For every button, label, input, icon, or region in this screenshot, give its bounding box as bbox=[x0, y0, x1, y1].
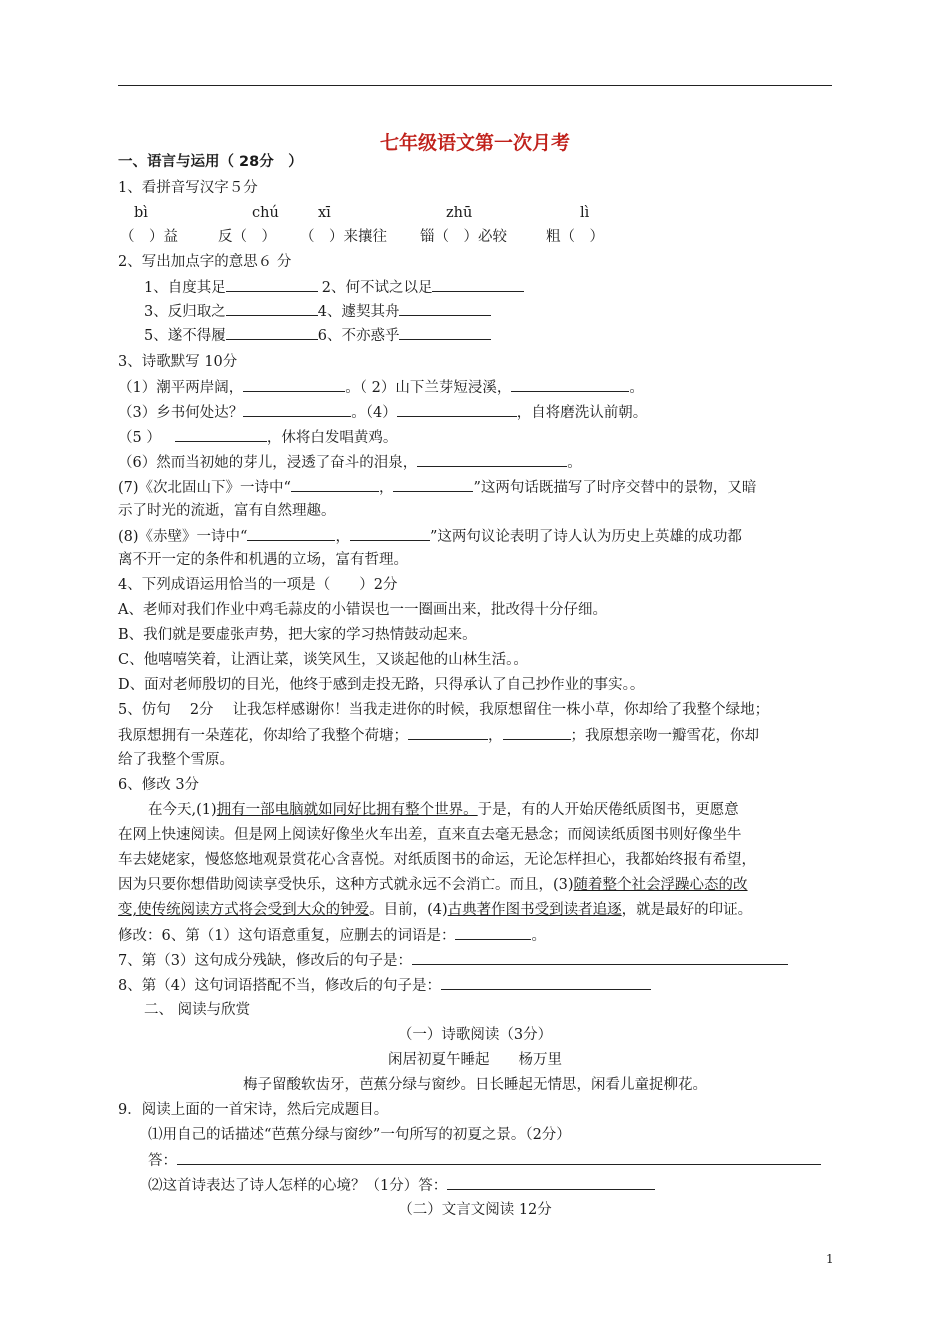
char-item: 反（ ） bbox=[218, 229, 276, 245]
answer-blank[interactable] bbox=[350, 526, 430, 541]
q7-text: 7、第（3）这句成分残缺，修改后的句子是： bbox=[118, 953, 412, 969]
question-1: 1、看拼音写汉字５分 bbox=[118, 180, 258, 196]
answer-blank[interactable] bbox=[226, 277, 318, 292]
q3-text: （1）潮平两岸阔， bbox=[118, 380, 244, 396]
header-rule bbox=[118, 85, 832, 86]
answer-blank[interactable] bbox=[511, 377, 629, 392]
question-7 bbox=[118, 950, 788, 971]
underlined-sentence: 变,使传统阅读方式将会受到大众的钟爱 bbox=[118, 902, 370, 918]
passage-line-3: 车去姥姥家，慢悠悠地观景赏花心含喜悦。对纸质图书的命运，无论怎样担心，我都始终报有希望， bbox=[118, 852, 756, 868]
pinyin: xī bbox=[318, 205, 331, 221]
q5-line-2 bbox=[118, 725, 759, 746]
section-1-heading: 一、语言与运用（ 28分 ） bbox=[118, 154, 303, 170]
answer-blank[interactable] bbox=[393, 477, 473, 492]
answer-blank[interactable] bbox=[247, 526, 335, 541]
passage-line-4 bbox=[118, 875, 748, 895]
q9-1-answer bbox=[148, 1150, 821, 1171]
char-item: （ ）来攘往 bbox=[300, 229, 387, 245]
q3-line-6 bbox=[118, 526, 742, 547]
q2-row-3 bbox=[144, 325, 491, 346]
char-item: （ ）益 bbox=[120, 229, 178, 245]
char-item: 粗（ ） bbox=[546, 229, 604, 245]
q3-text: ，休将白发唱黄鸡。 bbox=[266, 430, 398, 446]
q6-fix bbox=[118, 925, 546, 946]
q3-line-6b: 离不开一定的条件和机遇的立场，富有哲理。 bbox=[118, 552, 408, 568]
q3-text: (7)《次北固山下》一诗中“ bbox=[118, 480, 291, 496]
answer-blank[interactable] bbox=[399, 301, 491, 316]
question-6: 6、修改 3分 bbox=[118, 777, 200, 793]
question-3: 3、诗歌默写 10分 bbox=[118, 354, 238, 370]
q3-text: ”这两句议论表明了诗人认为历史上英雄的成功都 bbox=[429, 529, 742, 545]
answer-blank[interactable] bbox=[226, 301, 318, 316]
q4-option-d: D、面对老师殷切的目光，他终于感到走投无路，只得承认了自己抄作业的事实。。 bbox=[118, 677, 645, 693]
question-9-2 bbox=[148, 1175, 655, 1196]
q3-line-2 bbox=[118, 402, 647, 423]
q3-line-3 bbox=[118, 427, 397, 448]
passage-line-2: 在网上快速阅读。但是网上阅读好像坐火车出差，直来直去毫无悬念；而阅读纸质图书则好像坐牛 bbox=[118, 827, 742, 843]
q2-item: 6、不亦惑乎 bbox=[317, 328, 400, 344]
answer-blank[interactable] bbox=[177, 1150, 821, 1165]
q3-line-4 bbox=[118, 452, 582, 473]
passage-text: ，就是最好的印证。 bbox=[621, 902, 753, 918]
answer-blank[interactable] bbox=[291, 477, 379, 492]
q4-option-b: B、我们就是要虚张声势，把大家的学习热情鼓动起来。 bbox=[118, 627, 477, 643]
q3-text: ”这两句话既描写了时序交替中的景物，又暗 bbox=[473, 480, 757, 496]
q3-line-5 bbox=[118, 477, 756, 498]
question-2: 2、写出加点字的意思６ 分 bbox=[118, 254, 292, 270]
q3-text: 。 bbox=[629, 380, 644, 396]
page-title: 七年级语文第一次月考 bbox=[379, 132, 570, 154]
answer-blank[interactable] bbox=[455, 925, 531, 940]
q3-text: 。 bbox=[567, 455, 582, 471]
q9-text: ⑵这首诗表达了诗人怎样的心境？（1分）答： bbox=[148, 1178, 448, 1194]
underlined-sentence: 拥有一部电脑就如同好比拥有整个世界。 bbox=[216, 802, 478, 818]
answer-blank[interactable] bbox=[397, 402, 517, 417]
page-number: 1 bbox=[826, 1252, 834, 1266]
q2-item: 5、遂不得履 bbox=[144, 328, 226, 344]
subsection-poetry: （一）诗歌阅读（3分） bbox=[397, 1027, 553, 1043]
q3-text: 。（ 2）山下兰芽短浸溪， bbox=[345, 380, 512, 396]
q5-line-3: 给了我整个雪原。 bbox=[118, 752, 234, 768]
question-9-1: ⑴用自己的话描述“芭蕉分绿与窗纱”一句所写的初夏之景。（2分） bbox=[148, 1127, 571, 1143]
question-5: 5、仿句 2分 让我怎样感谢你！当我走进你的时候，我原想留住一株小草，你却给了我整个绿地； bbox=[118, 702, 770, 718]
pinyin: lì bbox=[580, 205, 590, 221]
pinyin: bì bbox=[134, 205, 148, 221]
passage-text: 于是，有的人开始厌倦纸质图书，更愿意 bbox=[477, 802, 739, 818]
q3-text: (8)《赤壁》一诗中“ bbox=[118, 529, 248, 545]
q3-text: 。（4） bbox=[351, 405, 397, 421]
q2-item: 4、遽契其舟 bbox=[317, 304, 400, 320]
q3-text: ，自将磨洗认前朝。 bbox=[516, 405, 648, 421]
passage-text: 因为只要你想借助阅读享受快乐，这种方式就永远不会消亡。而且，(3) bbox=[118, 877, 574, 893]
answer-blank[interactable] bbox=[243, 402, 351, 417]
q5-text: ， bbox=[488, 728, 503, 744]
pinyin: zhū bbox=[446, 205, 473, 221]
q6-text: 。 bbox=[531, 928, 546, 944]
q3-line-5b: 示了时光的流逝，富有自然理趣。 bbox=[118, 503, 336, 519]
q3-text: （3）乡书何处达？ bbox=[118, 405, 244, 421]
q4-option-c: C、他嘻嘻笑着，让酒让菜，谈笑风生，又谈起他的山林生活。。 bbox=[118, 652, 528, 668]
q2-item: 3、反归取之 bbox=[144, 304, 226, 320]
q3-text: ， bbox=[335, 529, 350, 545]
question-4: 4、下列成语运用恰当的一项是（ ）2分 bbox=[118, 577, 398, 593]
q3-line-1 bbox=[118, 377, 644, 398]
q8-text: 8、第（4）这句词语搭配不当，修改后的句子是： bbox=[118, 978, 441, 994]
answer-blank[interactable] bbox=[408, 725, 488, 740]
passage-text: 。目前，(4) bbox=[369, 902, 448, 918]
q3-text: （5 ） bbox=[118, 430, 161, 446]
answer-blank[interactable] bbox=[417, 452, 567, 467]
answer-label: 答： bbox=[148, 1153, 177, 1169]
underlined-sentence: 古典著作图书受到读者追逐 bbox=[447, 902, 622, 918]
char-item: 锱（ ）必较 bbox=[420, 229, 507, 245]
answer-blank[interactable] bbox=[175, 427, 267, 442]
answer-blank[interactable] bbox=[432, 277, 524, 292]
answer-blank[interactable] bbox=[503, 725, 571, 740]
poem-text: 梅子留酸软齿牙，芭蕉分绿与窗纱。日长睡起无情思，闲看儿童捉柳花。 bbox=[243, 1077, 707, 1093]
answer-blank[interactable] bbox=[447, 1175, 655, 1190]
q2-item: 2、何不试之以足 bbox=[321, 280, 433, 296]
answer-blank[interactable] bbox=[226, 325, 318, 340]
q2-row-2 bbox=[144, 301, 491, 322]
q3-text: （6）然而当初她的芽儿，浸透了奋斗的泪泉， bbox=[118, 455, 418, 471]
answer-blank[interactable] bbox=[441, 975, 651, 990]
subsection-classical: （二）文言文阅读 12分 bbox=[398, 1202, 552, 1218]
answer-blank[interactable] bbox=[412, 950, 788, 965]
q3-text: ， bbox=[378, 480, 394, 496]
answer-blank[interactable] bbox=[399, 325, 491, 340]
passage-line-1 bbox=[148, 800, 739, 820]
q6-text: 修改：6、第（1）这句语意重复，应删去的词语是： bbox=[118, 928, 456, 944]
question-9: 9．阅读上面的一首宋诗，然后完成题目。 bbox=[118, 1102, 389, 1118]
q4-option-a: A、老师对我们作业中鸡毛蒜皮的小错误也一一圈画出来，批改得十分仔细。 bbox=[118, 602, 607, 618]
underlined-sentence: 随着整个社会浮躁心态的改 bbox=[573, 877, 748, 893]
pinyin: chú bbox=[252, 205, 279, 221]
poem-title: 闲居初夏午睡起 杨万里 bbox=[388, 1052, 562, 1068]
q2-item: 1、自度其足 bbox=[144, 280, 226, 296]
answer-blank[interactable] bbox=[243, 377, 345, 392]
passage-text: 在今天,(1) bbox=[148, 802, 217, 818]
q5-text: ；我原想亲吻一瓣雪花，你却 bbox=[570, 728, 759, 744]
passage-line-5 bbox=[118, 900, 752, 920]
q5-text: 我原想拥有一朵莲花，你却给了我整个荷塘； bbox=[118, 728, 408, 744]
q2-row-1 bbox=[144, 277, 524, 298]
question-8 bbox=[118, 975, 651, 996]
section-2-heading: 二、 阅读与欣赏 bbox=[144, 1002, 251, 1018]
